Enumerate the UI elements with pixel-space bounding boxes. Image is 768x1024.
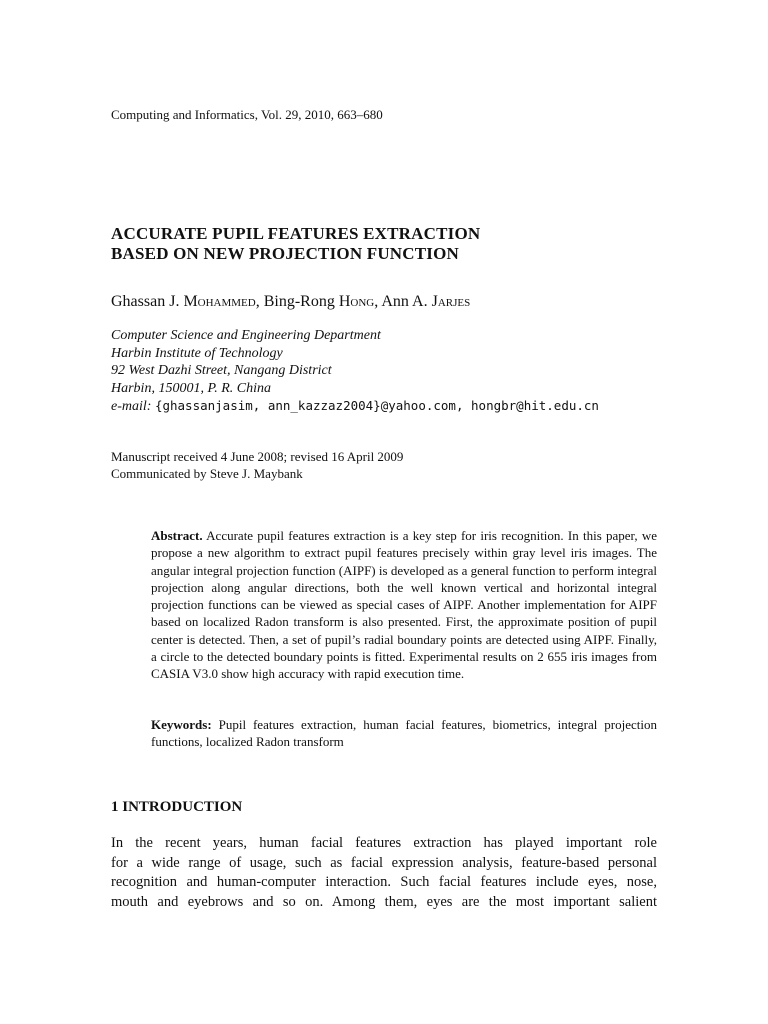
section-heading: 1 INTRODUCTION <box>111 799 243 815</box>
author-3-surname: Jarjes <box>431 293 471 310</box>
affiliation-city: Harbin, 150001, P. R. China <box>111 380 271 396</box>
email-addresses[interactable]: {ghassanjasim, ann_kazzaz2004}@yahoo.com, hongbr@hit.edu.cn <box>154 398 599 413</box>
author-2: Bing-Rong Hong, <box>263 293 382 310</box>
abstract-text: Accurate pupil features extraction is a key step for iris recognition. In this paper, we propose a new algorithm to extract pupil features precisely within gray level iris images. The angular integral projection function (AIPF) is developed as a general function to perform integral projection along angular directions, both the well known vertical and horizontal integral projection functions can be viewed as special cases of AIPF. Another implementation for AIPF based on localized Radon transform is also presented. First, the approximate position of pupil center is detected. Then, a set of pupil’s radial boundary points are detected using AIPF. Finally, a circle to the detected boundary points is fitted. Experimental results on 2 655 iris images from CASIA V3.0 show high accuracy with rapid execution time. <box>151 528 657 682</box>
journal-citation: Computing and Informatics, Vol. 29, 2010, 663–680 <box>111 107 383 122</box>
paper-title <box>111 224 480 264</box>
body-line-3: recognition and human-computer interaction. Such facial features include eyes, nose, <box>111 874 657 890</box>
affiliation-email <box>111 397 599 416</box>
body-line-4: mouth and eyebrows and so on. Among them, eyes are the most important salient <box>111 893 657 910</box>
keywords <box>151 716 657 751</box>
keywords-label: Keywords: <box>151 717 212 732</box>
received-date: Manuscript received 4 June 2008; revised 16 April 2009 <box>111 449 404 464</box>
abstract <box>151 527 657 683</box>
section-body <box>111 834 657 912</box>
paper-title-line-1: ACCURATE PUPIL FEATURES EXTRACTION <box>111 224 481 243</box>
affiliation-department: Computer Science and Engineering Department <box>111 328 381 343</box>
affiliation-street: 92 West Dazhi Street, Nangang District <box>111 363 332 378</box>
abstract-label: Abstract. <box>151 528 203 543</box>
paper-title-line-2: BASED ON NEW PROJECTION FUNCTION <box>111 244 460 263</box>
affiliation-institute: Harbin Institute of Technology <box>111 345 283 361</box>
author-3: Ann A. Jarjes <box>381 293 471 310</box>
author-1: Ghassan J. Mohammed, <box>111 293 264 310</box>
affiliation-block <box>111 327 599 416</box>
communicated-by: Communicated by Steve J. Maybank <box>111 465 303 481</box>
manuscript-dates <box>111 449 403 482</box>
author-2-surname: Hong <box>338 293 375 310</box>
body-line-2: for a wide range of usage, such as facial expression analysis, feature-based personal <box>111 854 657 871</box>
author-list <box>111 293 470 311</box>
body-line-1: In the recent years, human facial features extraction has played important role <box>111 835 657 851</box>
email-label: e-mail: <box>111 399 155 414</box>
author-1-surname: Mohammed <box>183 293 256 310</box>
keywords-text: Pupil features extraction, human facial features, biometrics, integral projection functions, localized Radon transform <box>151 717 657 750</box>
